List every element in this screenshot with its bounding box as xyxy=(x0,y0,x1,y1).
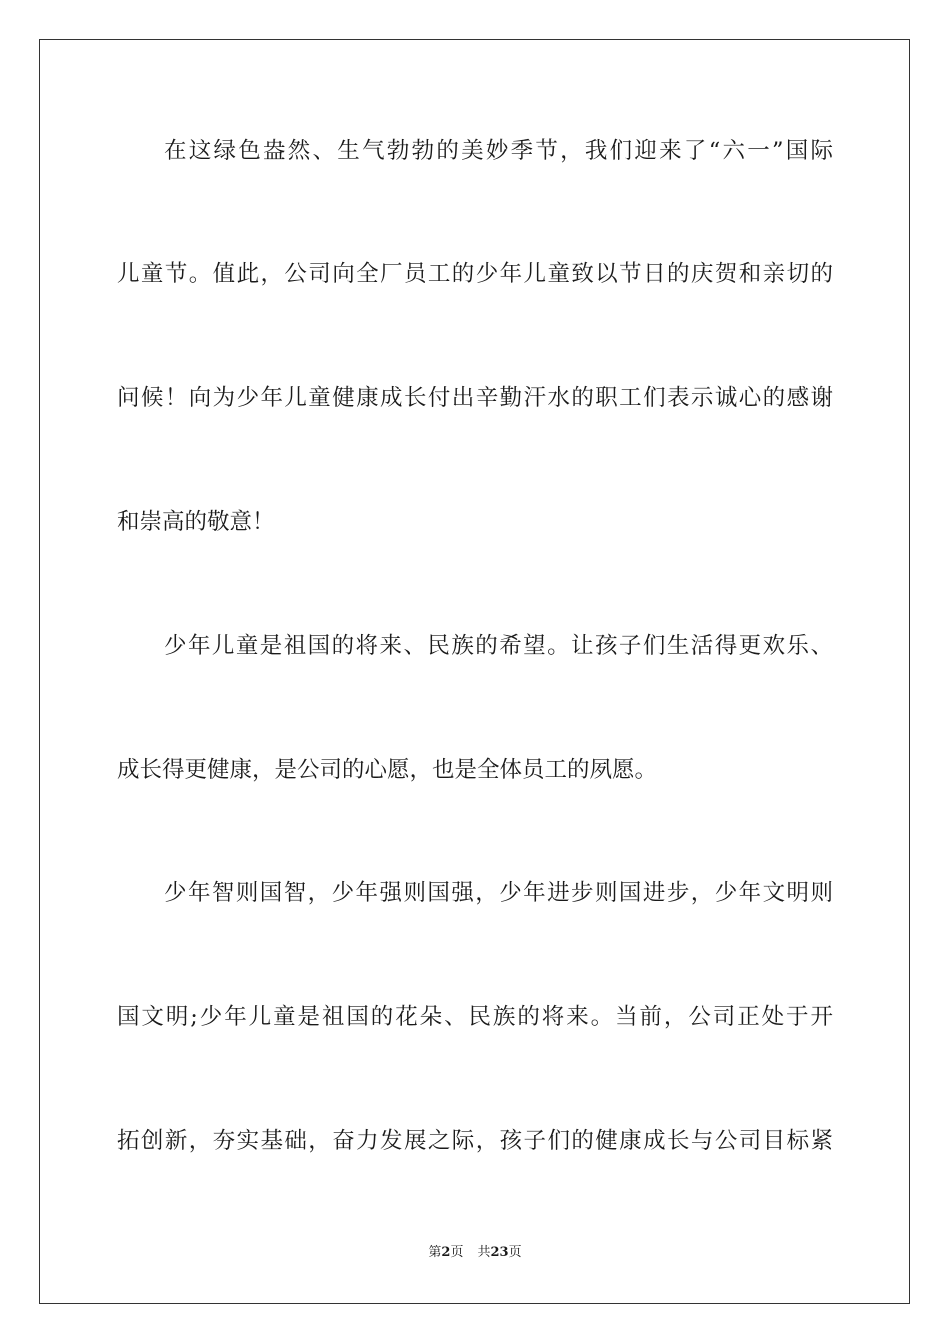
paragraph-3-line-1: 少年智则国智，少年强则国强，少年进步则国进步，少年文明则 xyxy=(164,880,833,906)
paragraph-1-line-2: 儿童节。值此，公司向全厂员工的少年儿童致以节日的庆贺和亲切的 xyxy=(117,261,833,287)
page-footer xyxy=(0,1244,950,1262)
paragraph-3-line-3: 拓创新，夯实基础，奋力发展之际，孩子们的健康成长与公司目标紧 xyxy=(117,1128,833,1154)
page-border xyxy=(39,39,910,1304)
paragraph-3-line-2: 国文明;少年儿童是祖国的花朵、民族的将来。当前，公司正处于开 xyxy=(117,1004,833,1030)
paragraph-1-line-3: 问候！向为少年儿童健康成长付出辛勤汗水的职工们表示诚心的感谢 xyxy=(117,385,833,411)
paragraph-1-line-1: 在这绿色盎然、生气勃勃的美妙季节，我们迎来了“六一”国际 xyxy=(164,138,833,164)
total-suffix: 页 xyxy=(508,1245,522,1260)
page-total: 23 xyxy=(490,1245,509,1260)
page-prefix: 第 xyxy=(428,1245,442,1260)
page-suffix: 页 xyxy=(450,1245,464,1260)
page-current: 2 xyxy=(441,1245,451,1260)
total-prefix: 共 xyxy=(477,1245,491,1260)
paragraph-1-line-4: 和崇高的敬意！ xyxy=(117,509,275,535)
paragraph-2-line-2: 成长得更健康，是公司的心愿，也是全体员工的夙愿。 xyxy=(117,757,658,783)
paragraph-2-line-1: 少年儿童是祖国的将来、民族的希望。让孩子们生活得更欢乐、 xyxy=(164,633,833,659)
